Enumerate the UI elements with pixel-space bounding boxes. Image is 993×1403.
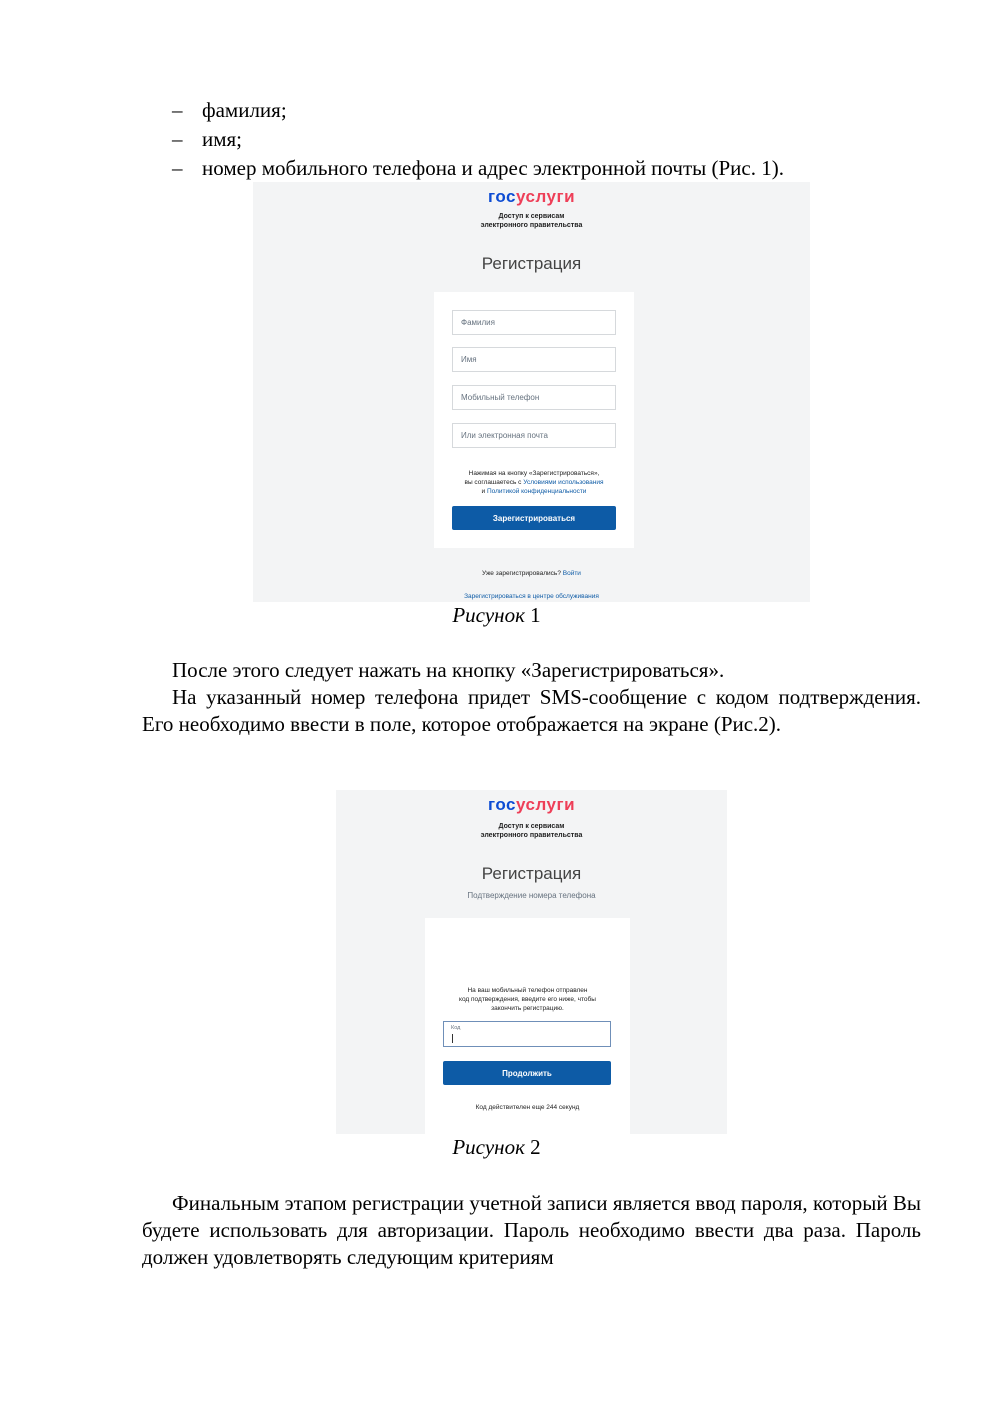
logo-subtitle: Доступ к сервисам электронного правительства — [480, 823, 583, 839]
terms-link[interactable]: Условиями использования — [523, 479, 604, 486]
bullet-surname: – фамилия; — [172, 96, 784, 125]
figure-2-caption: Рисунок 2 — [452, 1135, 541, 1159]
registration-card — [434, 292, 634, 548]
logo-subtitle: Доступ к сервисам электронного правительства — [480, 213, 583, 229]
continue-button[interactable]: Продолжить — [443, 1061, 611, 1085]
registration-title: Регистрация — [481, 254, 582, 273]
code-label: Код — [451, 1025, 461, 1031]
gosuslugi-logo: госуслуги — [487, 795, 576, 814]
figure-2-screenshot — [336, 790, 727, 1134]
text-cursor — [452, 1034, 453, 1043]
name-field[interactable]: Имя — [452, 347, 616, 372]
consent-text: Нажимая на кнопку «Зарегистрироваться», вы соглашаетесь с Условиями использования и Политикой конфиденциальности — [464, 470, 604, 495]
already-registered-text: Уже зарегистрировались? Войти — [482, 570, 581, 577]
bullet-list — [172, 96, 784, 183]
email-field[interactable]: Или электронная почта — [452, 423, 616, 448]
paragraph-password: Финальным этапом регистрации учетной записи является ввод пароля, который Вы будете использовать для авторизации. Пароль необходимо ввести два раза. Пароль должен удовлетворять следующим критериям — [142, 1191, 921, 1269]
login-link[interactable]: Войти — [562, 570, 581, 577]
code-input[interactable] — [443, 1021, 611, 1047]
register-button[interactable]: Зарегистрироваться — [452, 506, 616, 530]
figure-1-caption: Рисунок 1 — [452, 603, 541, 627]
gosuslugi-logo: госуслуги — [487, 187, 576, 206]
code-timer: Код действителен еще 244 секунд — [475, 1104, 580, 1111]
surname-field[interactable]: Фамилия — [452, 310, 616, 335]
privacy-link[interactable]: Политикой конфиденциальности — [486, 488, 587, 495]
service-center-link[interactable]: Зарегистрироваться в центре обслуживания — [464, 593, 599, 600]
bullet-name: – имя; — [172, 125, 784, 154]
registration-title: Регистрация — [481, 864, 582, 883]
step-subtitle: Подтверждение номера телефона — [467, 891, 596, 900]
bullet-phone-email: – номер мобильного телефона и адрес электронной почты (Рис. 1). — [172, 154, 784, 183]
phone-field[interactable]: Мобильный телефон — [452, 385, 616, 410]
code-sent-info: На ваш мобильный телефон отправлен код подтверждения, введите его ниже, чтобы закончить регистрацию. — [459, 987, 596, 1012]
paragraph-sms-code: На указанный номер телефона придет SMS-сообщение с кодом подтверждения. Его необходимо ввести в поле, которое отображается на экране (Рис.2). — [142, 685, 921, 736]
figure-1-screenshot — [253, 182, 810, 602]
confirmation-card — [425, 918, 630, 1134]
paragraph-press-button: После этого следует нажать на кнопку «Зарегистрироваться». — [172, 658, 725, 682]
